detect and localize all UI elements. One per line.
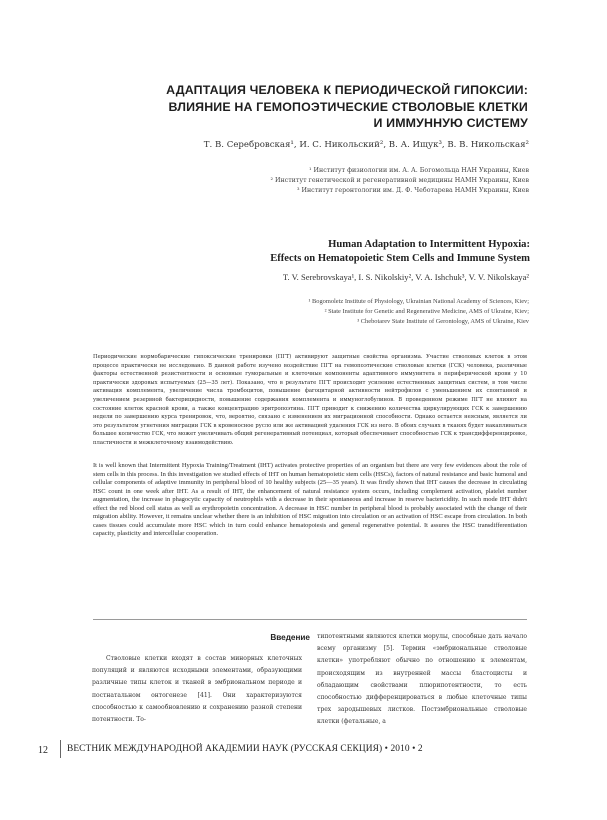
title-ru: [80, 82, 528, 132]
abstract-ru: Периодические нормобарические гипоксические тренировки (ПГТ) активируют защитные свойства организма. Участие стволовых клеток в этом процессе практически не исследовано. В данной работе изучено воздействие ПГТ на гемопоэтические стволовые клетки (ГСК) человека, различные факторы естественной резистентности и основные гуморальные и клеточные компоненты адаптивного иммунитета в периферической крови у 10 практически здоровых испытуемых (25—35 лет). Показано, что в результате ПГТ происходит усиление естественных защитных систем, в том числе активация комплемента, увеличение числа тромбоцитов, повышение фагоцитарной активности нейтрофилов с уменьшением их спонтанной и увеличением резервной бактерицидности, повышение содержания комплемента и иммуноглобулинов. В проведенном режиме ПГТ не влияют на состояние клеток красной крови, а также концентрацию эритропоэтина. ПГТ приводит к снижению количества циркулирующих ГСК к завершению недели по завершению курса тренировок, что, вероятно, связано с изменением их миграционной способности. Однако остается неясным, является ли это результатом угнетения миграции ГСК в кровеносное русло или же активацией удаления ГСК из него. В обоих случаях в тканях будет накапливаться большее количество ГСК, что может увеличивать общий регенеративный потенциал, который обеспечивает способностью ГСК к трансдифференцировке, пластичности и межклеточному взаимодействию.: [93, 354, 527, 446]
intro-left-paragraph: Стволовые клетки входят в состав минорных клеточных популяций и являются исходными элементами, образующими различные типы клеток и тканей в эмбриональном периоде и постнатальном онтогенезе [41]. Они характеризуются способностью к самообновлению и сохранению разной степени потентности. То-: [92, 655, 302, 724]
title-en: [80, 238, 530, 265]
intro-left-column: [92, 653, 302, 726]
title-ru-line: ВЛИЯНИЕ НА ГЕМОПОЭТИЧЕСКИЕ СТВОЛОВЫЕ КЛЕТКИ: [168, 99, 528, 114]
journal-name: ВЕСТНИК МЕЖДУНАРОДНОЙ АКАДЕМИИ НАУК (РУССКАЯ СЕКЦИЯ) • 2010 • 2: [67, 744, 423, 754]
authors-en: T. V. Serebrovskaya¹, I. S. Nikolskiy², V. A. Ishchuk³, V. V. Nikolskaya²: [282, 272, 529, 282]
section-divider: [93, 619, 527, 620]
authors-ru: Т. В. Серебровская¹, И. С. Никольский², В. А. Ищук³, В. В. Никольская²: [203, 140, 529, 150]
affiliation-en: ² State Institute for Genetic and Regenerative Medicine, AMS of Ukraine, Kiev;: [324, 308, 529, 315]
title-en-line: Human Adaptation to Intermittent Hypoxia:: [328, 239, 530, 250]
intro-right-column: [317, 631, 527, 729]
page-number: 12: [38, 745, 48, 756]
footer-divider: [60, 740, 61, 758]
affiliation-en: ³ Chebotarev State Institute of Gerontology, AMS of Ukraine, Kiev: [357, 318, 529, 325]
title-ru-line: АДАПТАЦИЯ ЧЕЛОВЕКА К ПЕРИОДИЧЕСКОЙ ГИПОКСИИ:: [166, 83, 528, 97]
title-ru-line: И ИММУННУЮ СИСТЕМУ: [373, 116, 528, 130]
title-en-line: Effects on Hematopoietic Stem Cells and Immune System: [270, 252, 530, 264]
affiliation-en: ¹ Bogomoletz Institute of Physiology, Ukrainian National Academy of Sciences, Kiev;: [308, 298, 529, 305]
section-title: Введение: [270, 633, 310, 642]
affiliation-ru: ³ Институт геронтологии им. Д. Ф. Чеботарева НАМН Украины, Киев: [296, 187, 529, 194]
abstract-en: It is well known that Intermittent Hypoxia Training/Treatment (IHT) activates protective properties of an organism but there are very few evidences about the role of stem cells in this process. In this investigation we studied effects of IHT on human hematopoietic stem cells (HSCs), factors of natural resistance and basic humoral and cellular components of adaptive immunity in peripheral blood of 10 healthy subjects (25—35 years). It was firstly shown that IHT causes the decrease in circulating HSC count in one week after IHT. As a result of IHT, the enhancement of natural resistance system occurs, including complement activation, platelet number augmentation, the increase in phagocytic capacity of neutrophils with a decrease in their spontaneous and increase in reserve bactericidity. In such mode IHT didn't effect the red blood cell status as well as erythropoietin concentration. A decrease in HSC number in peripheral blood is probably associated with the change of their migration ability. However, it remains unclear whether there is an inhibition of HSC migration into circulation or an activation of HSC escape from circulation. In both cases tissues could accumulate more HSC which in turn could enhance hematopoiesis and general regenerative potential. It assures the HSC transdifferentiation capacity, plasticity and intercellular cooperation.: [93, 462, 527, 537]
intro-right-paragraph: типотентными являются клетки морулы, способные дать начало всему организму [5]. Термин «эмбриональные стволовые клетки» употребляют обычно по отношению к элементам, происходящим из внутренней массы бластоцисты и обладающим свойствами плюрипотентности, то есть способностью дифференцироваться в любые клеточные типы трех зародышевых листков. Постэмбриональные стволовые клетки (фетальные, а: [317, 633, 527, 726]
affiliation-ru: ¹ Институт физиологии им. А. А. Богомольца НАН Украины, Киев: [309, 167, 529, 174]
affiliation-ru: ² Институт генетической и регенеративной медицины НАМН Украины, Киев: [270, 177, 529, 184]
